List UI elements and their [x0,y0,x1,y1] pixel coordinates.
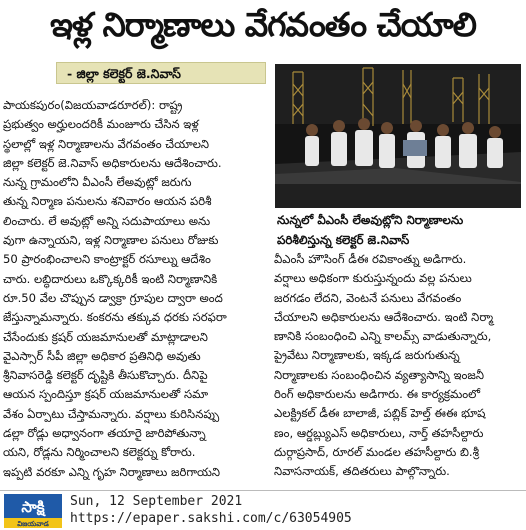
text-line: వుగా ఉన్నాయని, ఇళ్ల నిర్మాణాల పనులు రోజుకు [3,233,219,248]
construction-site-image [275,64,521,208]
epaper-footer [0,490,526,530]
photo-caption [277,211,522,250]
text-line: చారు. లబ్ధిదారులు ఒక్కొక్కరికీ ఇంటి నిర్మాణానికి [3,271,218,286]
text-line: 50 ప్రారంభించాలని కాంట్రాక్టర్ రసూల్ను ఆదేశిం [3,252,211,267]
text-line: ణానికి సంబంధించి ఎన్ని కాలమ్స్ వాడుతున్నారు, [274,329,492,344]
text-line: ఆయన స్పందిస్తూ క్రషర్ యజమానులతో సమా [3,387,209,402]
edition-date: Sun, 12 September 2021 [70,494,243,509]
epaper-link[interactable]: https://epaper.sakshi.com/c/63054905 [70,511,352,526]
sakshi-logo [4,494,62,528]
text-line: ప్రభుత్వం అర్హులందరికీ మంజూరు చేసిన ఇళ్ల [3,117,199,132]
text-line: ణం, ఆర్డబ్ల్యుఎస్ అధికారులు, నార్త్ తహసీల్దారు [274,425,484,440]
text-line: వైఎస్సార్ సీపీ జిల్లా అధికార ప్రతినిధి అవుతు [3,348,201,363]
left-column [3,96,268,482]
text-line: చేయాలని అధికారులను ఆదేశించారు. ఇంటి నిర్మా [274,309,494,324]
text-line: రింగ్ అధికారులను అడిగారు. ఈ కార్యక్రమంలో [274,387,481,402]
text-line: స్థలాల్లో ఇళ్ల నిర్మాణాలను వేగవంతం చేయాలని [3,136,210,151]
text-line: చేసేందుకు క్రషర్ యజమానులతో మాట్లాడాలని [3,329,208,344]
text-line: దుర్గాప్రసాద్, రూరల్ మండల తహసీల్దారు బి.శ్రీ [274,444,479,459]
caption-line: నున్నలో వీఎంసీ లేఅవుట్లోని నిర్మాణాలను [277,213,464,227]
text-line: రూ.50 వేల చొప్పున డ్వాక్రా గ్రూపుల ద్వారా అంద [3,290,223,305]
text-line: నివాసనాయక్, తదితరులు పాల్గొన్నారు. [274,464,450,479]
text-line: ప్రైవేటు నిర్మాణాలకు, ఇక్కడ జరుగుతున్న [274,348,460,363]
caption-line: పరిశీలిస్తున్న కలెక్టర్ జె.నివాస్ [277,232,410,247]
text-line: ఎలక్ట్రికల్ డీఈ బాలాజీ, పబ్లిక్ హెల్త్ ఈఈ భూష [274,406,486,421]
logo-subtext: విజయవాడ [17,520,49,528]
text-line: యని, రోడ్లను నిర్మించాలని కలెక్టర్ను కోరారు. [3,445,196,460]
text-line: వీఎంసీ హౌసింగ్ డీఈ రవికాంత్ను అడిగారు. [274,252,467,266]
text-line: వర్షాలు అధికంగా కురుస్తున్నందు వల్ల పనులు [274,271,472,286]
text-line: డల్లా రోడ్లు అధ్వానంగా తయారై జారిపోతున్నా [3,426,206,441]
text-line: నున్న గ్రామంలోని వీఎంసీ లేఅవుట్లో జరుగు [3,175,192,190]
text-line: పాయకపురం(విజయవాడరూరల్): రాష్ట్ర [3,98,183,112]
text-line: జరగడం లేదని, వెంటనే పనులు వేగవంతం [274,290,462,305]
text-line: వేశం ఏర్పాటు చేస్తామన్నారు. వర్షాలు కురిసినప్పు [3,406,220,421]
text-line: జేస్తున్నామన్నారు. కంకరను తక్కువ ధరకు సరఫరా [3,310,227,325]
text-line: శ్రీనివాసరెడ్డి కలెక్టర్ దృష్టికి తీసుకొచ్చారు. దీనిపై [3,368,208,383]
headline: ఇళ్ల నిర్మాణాలు వేగవంతం చేయాలి [50,5,476,44]
right-column [274,250,522,482]
text-line: లించారు. లే అవుట్లో అన్ని సదుపాయాలు అను [3,213,211,228]
text-line: జిల్లా కలెక్టర్ జె.నివాస్ అధికారులను ఆదేశించారు. [3,155,222,170]
news-photo [275,64,521,208]
byline: - జిల్లా కలెక్టర్ జె.నివాస్ [56,62,266,84]
text-line: తున్న నిర్మాణ పనులను శనివారం ఆయన పరిశీ [3,194,212,209]
logo-text: సాక్షి [21,498,45,516]
text-line: ఇప్పటి వరకూ ఎన్ని గృహ నిర్మాణాలు జరిగాయని [3,464,221,479]
text-line: నిర్మాణాలకు సంబంధించిన వ్యత్యాసాన్ని ఇంజనీ [274,367,485,382]
